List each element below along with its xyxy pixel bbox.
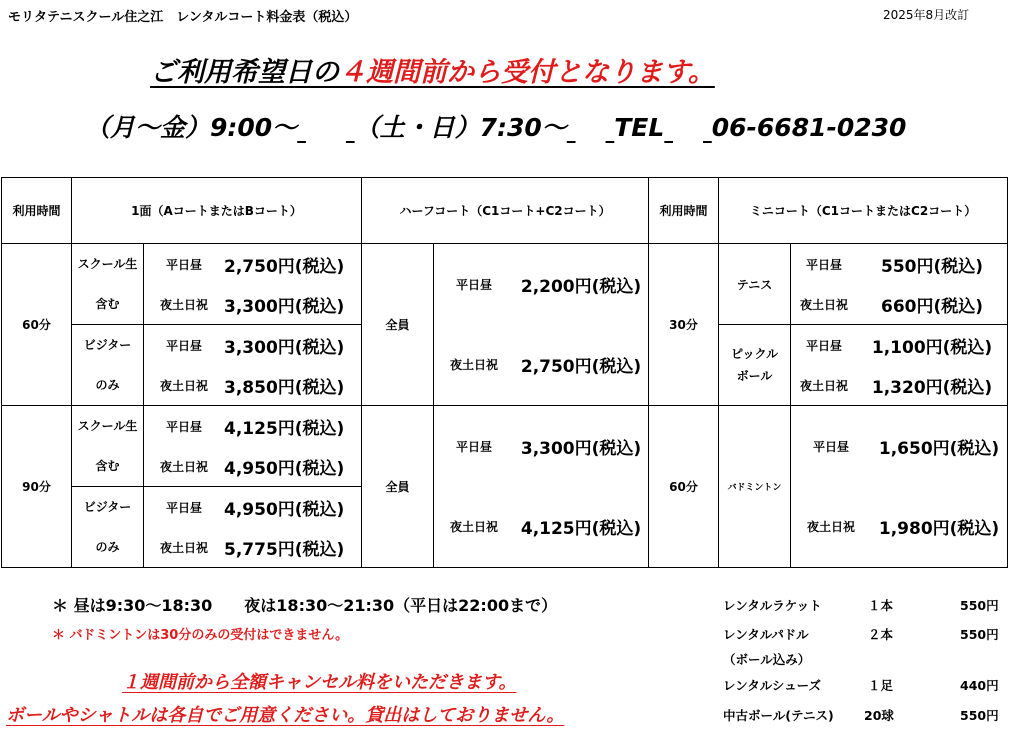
group-school: スクール生 含む xyxy=(72,244,144,325)
price-table xyxy=(1,177,1008,568)
rental-qty: １足 xyxy=(868,678,894,693)
time-60: 60分 xyxy=(2,244,72,406)
balls-notice: ボールやシャトルは各自でご用意ください。貸出はしておりません。 xyxy=(6,705,565,726)
half-price: 平日昼 3,300円(税込) 夜土日祝 4,125円(税込) xyxy=(434,406,649,568)
rental-price: 550円 xyxy=(960,598,999,613)
full-price-visitor: 平日昼 3,300円(税込) 夜土日祝 3,850円(税込) xyxy=(144,325,362,406)
group-visitor: ビジター のみ xyxy=(72,325,144,406)
full-price-school: 平日昼 4,125円(税込) 夜土日祝 4,950円(税込) xyxy=(144,406,362,487)
rental-item: 中古ボール(テニス) xyxy=(723,708,834,723)
mini-sport-tennis: テニス xyxy=(719,244,791,325)
mini-price-pickleball: 平日昼 1,100円(税込) 夜土日祝 1,320円(税込) xyxy=(791,325,1008,406)
group-school: スクール生 含む xyxy=(72,406,144,487)
rental-qty: 20球 xyxy=(864,708,894,723)
half-price: 平日昼 2,200円(税込) 夜土日祝 2,750円(税込) xyxy=(434,244,649,406)
col-time-2: 利用時間 xyxy=(649,178,719,244)
hours-line xyxy=(85,108,906,144)
hours-note: ＊ 昼は9:30～18:30 夜は18:30～21:30（平日は22:00まで） xyxy=(52,596,558,615)
rental-item: レンタルシューズ xyxy=(723,678,822,693)
badminton-note: ＊ バドミントンは30分のみの受付はできません。 xyxy=(52,628,349,643)
full-price-school: 平日昼 2,750円(税込) 夜土日祝 3,300円(税込) xyxy=(144,244,362,325)
rental-item: レンタルパドル xyxy=(723,627,809,642)
mini-price-badminton: 平日昼 1,650円(税込) 夜土日祝 1,980円(税込) xyxy=(791,406,1008,568)
page-title: モリタテニスクール住之江 レンタルコート料金表（税込） xyxy=(8,10,358,25)
half-who: 全員 xyxy=(362,244,434,406)
reservation-headline xyxy=(150,50,715,89)
col-mini-court: ミニコート（C1コートまたはC2コート） xyxy=(719,178,1008,244)
mini-sport-badminton: バドミントン xyxy=(719,406,791,568)
tel-label: TEL xyxy=(614,113,665,142)
col-full-court: 1面（AコートまたはBコート） xyxy=(72,178,362,244)
table-row xyxy=(2,244,1008,325)
weekday-hours: （月～金）9:00～ xyxy=(85,113,298,142)
half-who: 全員 xyxy=(362,406,434,568)
weekend-hours: （土・日）7:30～ xyxy=(354,113,567,142)
col-half-court: ハーフコート（C1コート+C2コート） xyxy=(362,178,649,244)
rental-item-note: （ボール込み） xyxy=(723,652,811,667)
table-row xyxy=(2,406,1008,487)
tel-number: 06-6681-0230 xyxy=(711,113,907,142)
headline-part1: ご利用希望日の xyxy=(150,57,339,88)
mini-time-60: 60分 xyxy=(649,406,719,568)
revision-date: 2025年8月改訂 xyxy=(883,8,970,22)
table-header-row xyxy=(2,178,1008,244)
col-time: 利用時間 xyxy=(2,178,72,244)
rental-qty: １本 xyxy=(868,598,894,613)
rental-price: 550円 xyxy=(960,708,999,723)
mini-price-tennis: 平日昼 550円(税込) 夜土日祝 660円(税込) xyxy=(791,244,1008,325)
mini-sport-pickleball: ピックル ボール xyxy=(719,325,791,406)
time-90: 90分 xyxy=(2,406,72,568)
mini-time-30: 30分 xyxy=(649,244,719,406)
rental-qty: ２本 xyxy=(868,627,894,642)
rental-price: 440円 xyxy=(960,678,999,693)
cancel-policy: １週間前から全額キャンセル料をいただきます。 xyxy=(122,672,517,693)
headline-part2: ４週間前から受付となります。 xyxy=(339,57,715,88)
rental-price: 550円 xyxy=(960,627,999,642)
rental-item: レンタルラケット xyxy=(723,598,822,613)
group-visitor: ビジター のみ xyxy=(72,487,144,568)
full-price-visitor: 平日昼 4,950円(税込) 夜土日祝 5,775円(税込) xyxy=(144,487,362,568)
